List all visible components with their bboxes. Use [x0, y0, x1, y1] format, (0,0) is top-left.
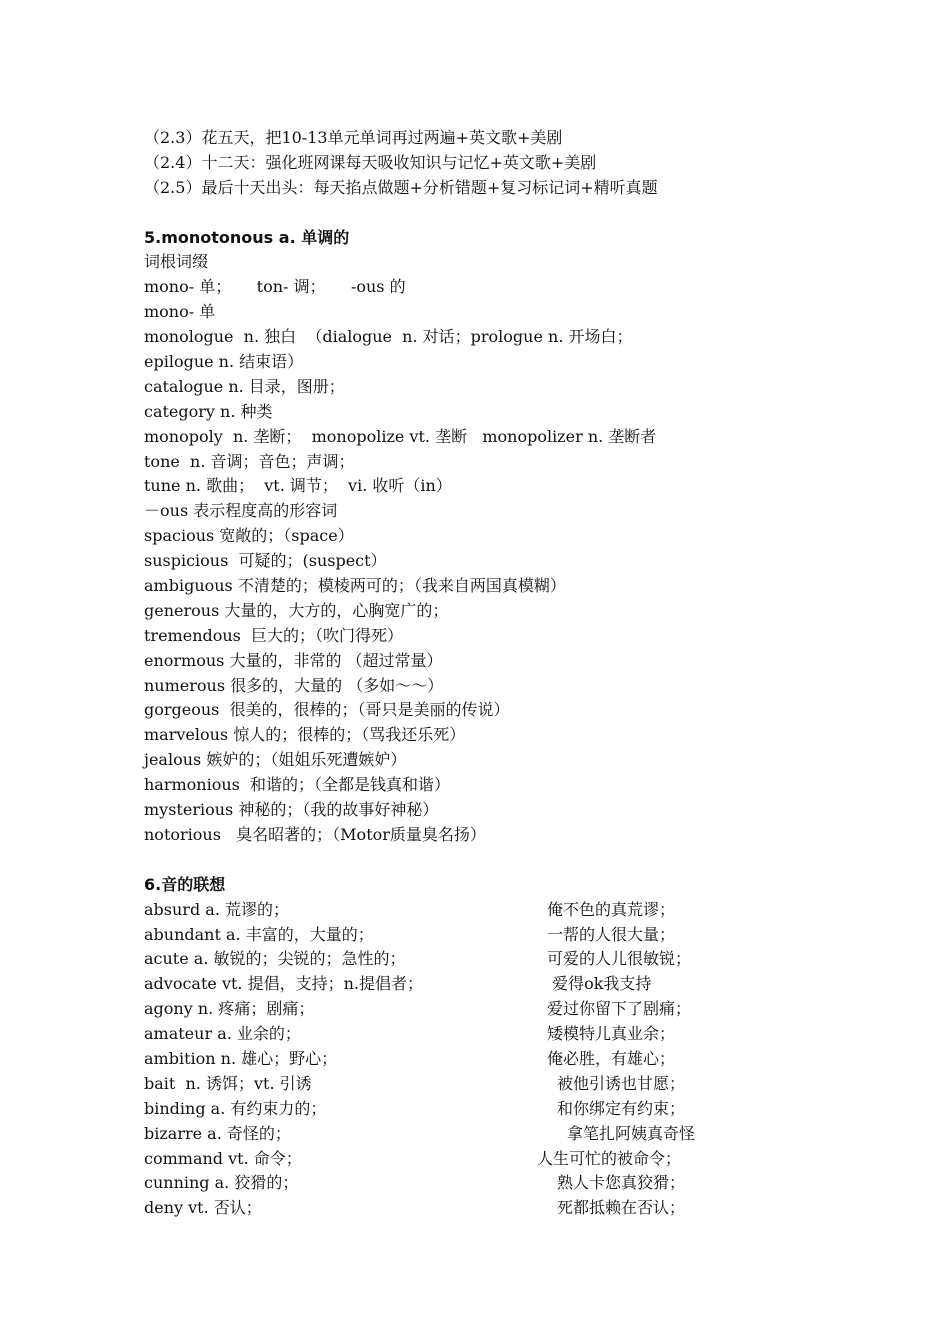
text-line: tone n. 音调；音色；声调； — [144, 451, 355, 471]
vocab-word: bizarre a. 奇怪的； — [144, 1123, 291, 1143]
text-line: mono- 单； ton- 调； -ous 的 — [144, 277, 406, 297]
vocab-row — [144, 1196, 844, 1221]
section-title: 5.monotonous a. 单调的 — [144, 227, 350, 247]
vocab-mnemonic: 被他引诱也甘愿； — [557, 1073, 686, 1093]
text-line: generous 大量的，大方的，心胸宽广的； — [144, 600, 449, 620]
vocab-word: agony n. 疼痛；剧痛； — [144, 999, 315, 1019]
text-line: monologue n. 独白 （dialogue n. 对话；prologue n. 开场白； — [144, 327, 633, 347]
vocab-word: command vt. 命令； — [144, 1148, 302, 1168]
text-line: marvelous 惊人的；很棒的；（骂我还乐死） — [144, 725, 466, 745]
plan-list — [144, 126, 844, 201]
vocab-row — [144, 1122, 844, 1147]
vocab-word: cunning a. 狡猾的； — [144, 1173, 299, 1193]
text-line: tremendous 巨大的；（吹门得死） — [144, 625, 404, 645]
vocab-row — [144, 1022, 844, 1047]
text-line: harmonious 和谐的；（全都是钱真和谐） — [144, 775, 451, 795]
text-line: －ous 表示程度高的形容词 — [144, 501, 338, 521]
vocab-mnemonic: 拿笔扎阿姨真奇怪 — [567, 1123, 696, 1143]
vocab-row — [144, 947, 844, 972]
text-line: jealous 嫉妒的；（姐姐乐死遭嫉妒） — [144, 750, 407, 770]
text-line: spacious 宽敞的；（space） — [144, 526, 354, 546]
vocab-row — [144, 898, 844, 923]
vocab-mnemonic: 爱过你留下了剧痛； — [547, 999, 692, 1019]
vocab-word: amateur a. 业余的； — [144, 1024, 301, 1044]
vocab-mnemonic: 矮模特儿真业余； — [547, 1024, 676, 1044]
vocab-row — [144, 1072, 844, 1097]
vocab-word: deny vt. 否认； — [144, 1198, 262, 1218]
text-line: numerous 很多的，大量的 （多如～～） — [144, 675, 444, 695]
vocab-mnemonic: 俺必胜，有雄心； — [547, 1048, 676, 1068]
vocab-word: advocate vt. 提倡，支持；n.提倡者； — [144, 974, 423, 994]
vocab-word: binding a. 有约束力的； — [144, 1098, 327, 1118]
vocab-row — [144, 1171, 844, 1196]
text-line: ambiguous 不清楚的；模棱两可的；（我来自两国真模糊） — [144, 576, 566, 596]
vocab-row — [144, 1147, 844, 1172]
text-line: enormous 大量的，非常的 （超过常量） — [144, 650, 443, 670]
vocab-mnemonic: 俺不色的真荒谬； — [547, 899, 676, 919]
text-line: category n. 种类 — [144, 401, 273, 421]
vocab-mnemonic: 和你绑定有约束； — [557, 1098, 686, 1118]
vocab-mnemonic: 人生可忙的被命令； — [537, 1148, 682, 1168]
vocab-mnemonic: 一帮的人很大量； — [547, 924, 676, 944]
text-line: notorious 臭名昭著的；（Motor质量臭名扬） — [144, 824, 486, 844]
vocab-row — [144, 923, 844, 948]
vocab-mnemonic: 爱得ok我支持 — [547, 974, 652, 994]
text-line: mysterious 神秘的；（我的故事好神秘） — [144, 800, 439, 820]
text-line: mono- 单 — [144, 302, 216, 322]
text-line: epilogue n. 结束语） — [144, 352, 304, 372]
vocab-row — [144, 1047, 844, 1072]
vocab-word: bait n. 诱饵；vt. 引诱 — [144, 1073, 312, 1093]
section-title: 6.音的联想 — [144, 874, 226, 894]
vocab-row — [144, 972, 844, 997]
text-line: gorgeous 很美的，很棒的；（哥只是美丽的传说） — [144, 700, 510, 720]
vocab-mnemonic: 死都抵赖在否认； — [557, 1198, 686, 1218]
text-line: tune n. 歌曲； vt. 调节； vi. 收听（in） — [144, 476, 452, 496]
text-line: 词根词缀 — [144, 252, 209, 272]
section-6 — [144, 873, 844, 1221]
text-line: catalogue n. 目录，图册； — [144, 376, 345, 396]
vocab-word: absurd a. 荒谬的； — [144, 899, 289, 919]
vocab-word: acute a. 敏锐的；尖锐的；急性的； — [144, 949, 406, 969]
text-line: suspicious 可疑的；(suspect） — [144, 551, 387, 571]
plan-item: （2.4）十二天：强化班网课每天吸收知识与记忆+英文歌+美剧 — [144, 152, 597, 172]
document-page — [144, 126, 844, 1221]
section-5 — [144, 226, 844, 848]
plan-item: （2.5）最后十天出头：每天掐点做题+分析错题+复习标记词+精听真题 — [144, 177, 658, 197]
vocab-row — [144, 1097, 844, 1122]
vocab-word: ambition n. 雄心；野心； — [144, 1048, 338, 1068]
plan-item: （2.3）花五天，把10-13单元单词再过两遍+英文歌+美剧 — [144, 128, 563, 147]
vocab-row — [144, 997, 844, 1022]
vocab-mnemonic: 熟人卡您真狡猾； — [557, 1173, 686, 1193]
vocab-word: abundant a. 丰富的，大量的； — [144, 924, 374, 944]
text-line: monopoly n. 垄断； monopolize vt. 垄断 monopolizer n. 垄断者 — [144, 426, 657, 446]
vocab-mnemonic: 可爱的人儿很敏锐； — [547, 949, 692, 969]
